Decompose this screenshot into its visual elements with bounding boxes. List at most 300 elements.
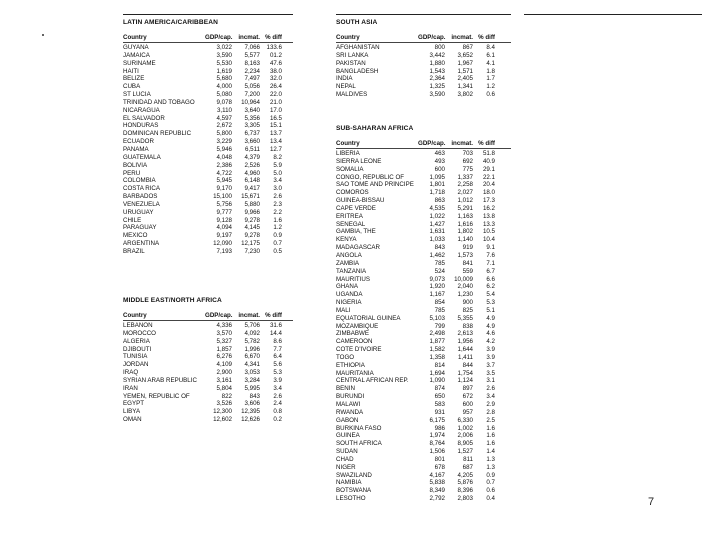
cell-country: JORDAN [123,361,149,369]
table-body [123,44,293,256]
cell-income-adjusted: 15,671 [241,193,260,201]
column-header-diff: % diff [478,34,495,41]
cell-percent-diff: 3.4 [273,384,282,392]
cell-country: MEXICO [123,232,148,240]
cell-gdp-per-capita: 2,672 [216,122,232,130]
cell-country: ST LUCIA [123,91,151,99]
table-row [123,177,293,185]
table-row [123,122,293,130]
table-row [336,268,511,276]
cell-gdp-per-capita: 822 [221,392,232,400]
cell-gdp-per-capita: 3,229 [216,138,232,146]
cell-percent-diff: 1.7 [486,75,495,83]
cell-percent-diff: 3.4 [273,177,282,185]
cell-country: IRAQ [123,369,139,377]
cell-country: GUATEMALA [123,153,161,161]
cell-income-adjusted: 4,145 [244,224,260,232]
table-row [123,240,293,248]
table-row [123,209,293,217]
section-title: MIDDLE EAST/NORTH AFRICA [123,297,222,304]
cell-country: NIGERIA [336,299,362,307]
section-sub-saharan-africa [336,124,511,503]
cell-income-adjusted: 8,163 [244,59,260,67]
table-body [123,322,293,424]
column-header-gdp: GDP/cap. [418,34,446,41]
cell-income-adjusted: 7,200 [244,91,260,99]
table-row [123,224,293,232]
cell-country: GHANA [336,283,359,291]
cell-income-adjusted: 2,040 [457,283,473,291]
cell-gdp-per-capita: 986 [434,424,445,432]
cell-country: LIBYA [123,408,141,416]
cell-gdp-per-capita: 5,103 [429,314,445,322]
cell-income-adjusted: 3,802 [457,91,473,99]
table-row [336,299,511,307]
column-header-country: Country [336,34,360,41]
cell-gdp-per-capita: 1,033 [429,236,445,244]
cell-income-adjusted: 1,967 [457,59,473,67]
cell-gdp-per-capita: 2,364 [429,75,445,83]
cell-country: AFGHANISTAN [336,44,380,51]
cell-country: BOLIVIA [123,161,148,169]
cell-gdp-per-capita: 785 [434,306,445,314]
table-row [336,91,511,99]
section-title: SUB-SAHARAN AFRICA [336,125,414,132]
cell-percent-diff: 0.6 [486,487,495,495]
cell-gdp-per-capita: 1,694 [429,369,445,377]
cell-gdp-per-capita: 3,570 [216,329,232,337]
cell-gdp-per-capita: 9,073 [429,275,445,283]
cell-country: GUYANA [123,44,149,51]
cell-percent-diff: 6.4 [273,353,282,361]
cell-income-adjusted: 1,956 [457,338,473,346]
cell-gdp-per-capita: 1,877 [429,338,445,346]
cell-percent-diff: 0.6 [486,91,495,99]
cell-income-adjusted: 9,278 [244,216,260,224]
cell-percent-diff: 10.4 [482,236,495,244]
cell-percent-diff: 3.7 [486,361,495,369]
cell-income-adjusted: 4,205 [457,471,473,479]
cell-percent-diff: 14.4 [269,329,282,337]
table-row [123,138,293,146]
table-row [336,150,511,158]
cell-gdp-per-capita: 2,792 [429,495,445,503]
cell-income-adjusted: 841 [462,259,473,267]
cell-income-adjusted: 1,616 [457,220,473,228]
cell-income-adjusted: 6,670 [244,353,260,361]
cell-income-adjusted: 1,124 [457,377,473,385]
cell-income-adjusted: 5,355 [457,314,473,322]
cell-gdp-per-capita: 600 [434,165,445,173]
cell-country: LESOTHO [336,495,366,503]
cell-gdp-per-capita: 3,110 [216,106,232,114]
cell-country: SWAZILAND [336,471,372,479]
cell-gdp-per-capita: 2,498 [429,330,445,338]
cell-gdp-per-capita: 3,022 [216,44,232,51]
table-row [123,44,293,52]
cell-income-adjusted: 2,526 [244,161,260,169]
cell-percent-diff: 1.2 [486,83,495,91]
cell-income-adjusted: 2,234 [244,67,260,75]
cell-income-adjusted: 1,644 [457,346,473,354]
column-header-row [336,34,511,43]
cell-percent-diff: 51.8 [482,150,495,157]
cell-percent-diff: 2.6 [273,193,282,201]
table-row [123,154,293,162]
table-row [336,464,511,472]
table-row [336,401,511,409]
cell-percent-diff: 12.7 [269,145,282,153]
cell-percent-diff: 3.9 [486,346,495,354]
cell-percent-diff: 5.4 [486,291,495,299]
cell-country: TUNISIA [123,353,148,361]
cell-percent-diff: 4.9 [486,314,495,322]
cell-percent-diff: 0.9 [486,471,495,479]
cell-income-adjusted: 5,706 [244,322,260,329]
cell-income-adjusted: 8,396 [457,487,473,495]
table-row [123,217,293,225]
table-row [123,107,293,115]
table-row [336,181,511,189]
cell-percent-diff: 5.3 [486,299,495,307]
cell-income-adjusted: 1,996 [244,345,260,353]
cell-country: URUGUAY [123,208,154,216]
cell-percent-diff: 13.8 [482,212,495,220]
column-header-diff: % diff [265,312,282,319]
table-row [123,99,293,107]
cell-country: SRI LANKA [336,51,369,59]
cell-percent-diff: 1.6 [273,216,282,224]
cell-country: DJIBOUTI [123,345,152,353]
cell-percent-diff: 31.6 [269,322,282,329]
section-title: LATIN AMERICA/CARIBBEAN [123,19,218,26]
cell-income-adjusted: 3,606 [244,400,260,408]
cell-gdp-per-capita: 843 [434,244,445,252]
cell-gdp-per-capita: 1,582 [429,346,445,354]
cell-gdp-per-capita: 1,022 [429,212,445,220]
cell-income-adjusted: 687 [462,463,473,471]
cell-income-adjusted: 843 [249,392,260,400]
column-header-row [336,140,511,149]
cell-gdp-per-capita: 5,946 [216,145,232,153]
table-row [123,201,293,209]
cell-gdp-per-capita: 1,167 [429,291,445,299]
cell-gdp-per-capita: 5,945 [216,177,232,185]
cell-gdp-per-capita: 4,000 [216,83,232,91]
table-row [336,377,511,385]
cell-country: MALDIVES [336,91,368,99]
cell-income-adjusted: 703 [462,150,473,157]
cell-country: SÃO TOMÉ AND PRÍNCIPE [336,181,414,189]
table-row [336,260,511,268]
table-row [123,377,293,385]
cell-income-adjusted: 9,278 [244,232,260,240]
cell-income-adjusted: 5,876 [457,479,473,487]
cell-income-adjusted: 3,305 [244,122,260,130]
cell-percent-diff: 3.1 [486,377,495,385]
cell-income-adjusted: 5,880 [244,200,260,208]
cell-country: TOGO [336,353,355,361]
cell-income-adjusted: 9,966 [244,208,260,216]
table-row [123,346,293,354]
table-row [336,495,511,503]
cell-gdp-per-capita: 4,336 [216,322,232,329]
table-row [123,130,293,138]
cell-income-adjusted: 4,092 [244,329,260,337]
cell-income-adjusted: 1,337 [457,173,473,181]
cell-country: HONDURAS [123,122,159,130]
cell-income-adjusted: 12,175 [241,240,260,248]
table-row [123,369,293,377]
cell-gdp-per-capita: 9,078 [216,98,232,106]
table-row [336,252,511,260]
cell-income-adjusted: 559 [462,267,473,275]
table-row [123,361,293,369]
cell-gdp-per-capita: 4,535 [429,204,445,212]
cell-gdp-per-capita: 6,175 [429,416,445,424]
cell-percent-diff: 2.2 [273,208,282,216]
table-row [336,83,511,91]
cell-gdp-per-capita: 12,090 [213,240,232,248]
table-row [336,354,511,362]
cell-income-adjusted: 2,027 [457,189,473,197]
cell-gdp-per-capita: 5,838 [429,479,445,487]
table-row [336,417,511,425]
cell-gdp-per-capita: 1,974 [429,432,445,440]
cell-gdp-per-capita: 5,327 [216,337,232,345]
cell-income-adjusted: 1,341 [457,83,473,91]
cell-gdp-per-capita: 1,920 [429,283,445,291]
cell-income-adjusted: 897 [462,385,473,393]
cell-country: PAKISTAN [336,59,366,67]
cell-country: CUBA [123,83,141,91]
table-row [336,213,511,221]
cell-gdp-per-capita: 4,048 [216,153,232,161]
cell-percent-diff: 29.1 [482,165,495,173]
cell-income-adjusted: 7,230 [244,247,260,255]
cell-country: CHILE [123,216,142,224]
cell-income-adjusted: 5,056 [244,83,260,91]
cell-percent-diff: 47.6 [269,59,282,67]
table-row [336,228,511,236]
table-row [336,456,511,464]
cell-country: CENTRAL AFRICAN REP. [336,377,409,385]
table-row [336,166,511,174]
top-rule-left [123,14,293,15]
cell-country: COTE D'IVOIRE [336,346,382,354]
table-row [336,385,511,393]
cell-income-adjusted: 3,652 [457,51,473,59]
column-header-country: Country [123,312,147,319]
cell-percent-diff: 9.1 [486,244,495,252]
cell-percent-diff: 38.0 [269,67,282,75]
cell-income-adjusted: 1,163 [457,212,473,220]
cell-income-adjusted: 2,803 [457,495,473,503]
column-header-income: incmat. [451,140,473,147]
cell-country: IRAN [123,384,138,392]
cell-country: BELIZE [123,75,145,83]
cell-income-adjusted: 1,140 [457,236,473,244]
cell-income-adjusted: 3,660 [244,138,260,146]
table-row [123,170,293,178]
cell-country: JAMAICA [123,51,150,59]
cell-gdp-per-capita: 1,801 [429,181,445,189]
cell-country: YEMEN, REPUBLIC OF [123,392,190,400]
cell-income-adjusted: 775 [462,165,473,173]
table-row [336,68,511,76]
cell-percent-diff: 2.3 [273,200,282,208]
table-row [336,323,511,331]
cell-percent-diff: 22.1 [482,173,495,181]
table-row [336,472,511,480]
column-header-gdp: GDP/cap. [205,34,233,41]
cell-income-adjusted: 825 [462,306,473,314]
table-body [336,44,511,99]
cell-country: MALI [336,306,351,314]
cell-country: SURINAME [123,59,156,67]
cell-country: LEBANON [123,322,153,329]
cell-country: BANGLADESH [336,67,379,75]
cell-income-adjusted: 5,782 [244,337,260,345]
table-row [336,158,511,166]
table-row [123,162,293,170]
cell-country: CONGO, REPUBLIC OF [336,173,405,181]
cell-country: SOMALIA [336,165,364,173]
table-row [336,432,511,440]
cell-country: ANGOLA [336,251,362,259]
cell-income-adjusted: 2,258 [457,181,473,189]
table-row [336,205,511,213]
table-row [123,193,293,201]
cell-country: INDIA [336,75,353,83]
cell-percent-diff: 1.3 [486,455,495,463]
table-row [123,393,293,401]
cell-gdp-per-capita: 799 [434,322,445,330]
cell-percent-diff: 0.7 [273,240,282,248]
table-row [123,353,293,361]
section-middle-east-north-africa [123,296,293,424]
cell-percent-diff: 7.6 [486,251,495,259]
cell-income-adjusted: 867 [462,44,473,51]
cell-income-adjusted: 838 [462,322,473,330]
cell-income-adjusted: 12,626 [241,416,260,424]
table-row [123,52,293,60]
cell-percent-diff: 3.9 [486,353,495,361]
cell-gdp-per-capita: 12,602 [213,416,232,424]
cell-percent-diff: 5.0 [273,169,282,177]
cell-gdp-per-capita: 3,526 [216,400,232,408]
cell-gdp-per-capita: 9,170 [216,185,232,193]
cell-gdp-per-capita: 1,095 [429,173,445,181]
cell-income-adjusted: 9,417 [244,185,260,193]
cell-percent-diff: 5.9 [273,161,282,169]
cell-income-adjusted: 3,053 [244,369,260,377]
cell-income-adjusted: 1,802 [457,228,473,236]
cell-gdp-per-capita: 493 [434,157,445,165]
cell-income-adjusted: 1,571 [457,67,473,75]
cell-country: MALAWI [336,401,361,408]
cell-country: ARGENTINA [123,240,160,248]
cell-gdp-per-capita: 4,722 [216,169,232,177]
cell-country: PARAGUAY [123,224,157,232]
table-row [336,197,511,205]
cell-income-adjusted: 10,009 [454,275,473,283]
cell-percent-diff: 1.6 [486,440,495,448]
cell-income-adjusted: 12,395 [241,408,260,416]
cell-percent-diff: 1.3 [486,463,495,471]
cell-gdp-per-capita: 800 [434,44,445,51]
cell-country: GUINEA [336,432,360,440]
cell-country: TRINIDAD AND TOBAGO [123,98,195,106]
cell-gdp-per-capita: 801 [434,455,445,463]
cell-country: ZIMBABWE [336,330,370,338]
cell-gdp-per-capita: 583 [434,401,445,408]
cell-country: MAURITANIA [336,369,374,377]
cell-income-adjusted: 600 [462,401,473,408]
cell-country: MAURITIUS [336,275,371,283]
cell-income-adjusted: 6,737 [244,130,260,138]
table-row [336,60,511,68]
cell-gdp-per-capita: 1,718 [429,189,445,197]
table-row [336,448,511,456]
cell-percent-diff: 0.8 [273,408,282,416]
table-row [336,370,511,378]
cell-country: CHAD [336,455,354,463]
cell-gdp-per-capita: 3,161 [216,376,232,384]
cell-income-adjusted: 5,995 [244,384,260,392]
cell-percent-diff: 2.5 [486,416,495,424]
table-row [336,244,511,252]
cell-gdp-per-capita: 5,804 [216,384,232,392]
cell-country: CAMEROON [336,338,373,346]
cell-percent-diff: 20.4 [482,181,495,189]
table-row [336,338,511,346]
section-south-asia [336,18,511,99]
cell-country: COLOMBIA [123,177,156,185]
cell-percent-diff: 0.5 [273,247,282,255]
cell-percent-diff: 16.2 [482,204,495,212]
cell-income-adjusted: 2,405 [457,75,473,83]
cell-country: DOMINICAN REPUBLIC [123,130,192,138]
table-row [336,44,511,52]
cell-gdp-per-capita: 5,800 [216,130,232,138]
cell-gdp-per-capita: 1,462 [429,251,445,259]
cell-income-adjusted: 844 [462,361,473,369]
cell-gdp-per-capita: 1,506 [429,448,445,456]
cell-gdp-per-capita: 2,386 [216,161,232,169]
cell-income-adjusted: 6,148 [244,177,260,185]
table-row [123,330,293,338]
cell-percent-diff: 2.8 [486,408,495,416]
cell-income-adjusted: 4,341 [244,361,260,369]
cell-percent-diff: 0.9 [273,232,282,240]
cell-percent-diff: 13.3 [482,220,495,228]
cell-percent-diff: 3.4 [486,393,495,401]
table-row [336,346,511,354]
cell-gdp-per-capita: 1,880 [429,59,445,67]
table-row [123,185,293,193]
table-row [123,91,293,99]
cell-gdp-per-capita: 4,597 [216,114,232,122]
cell-percent-diff: 13.4 [269,138,282,146]
table-row [336,291,511,299]
cell-country: NIGER [336,463,356,471]
table-row [336,315,511,323]
cell-percent-diff: 2.6 [486,385,495,393]
cell-percent-diff: 3.5 [486,369,495,377]
cell-country: BARBADOS [123,193,158,201]
cell-income-adjusted: 8,905 [457,440,473,448]
